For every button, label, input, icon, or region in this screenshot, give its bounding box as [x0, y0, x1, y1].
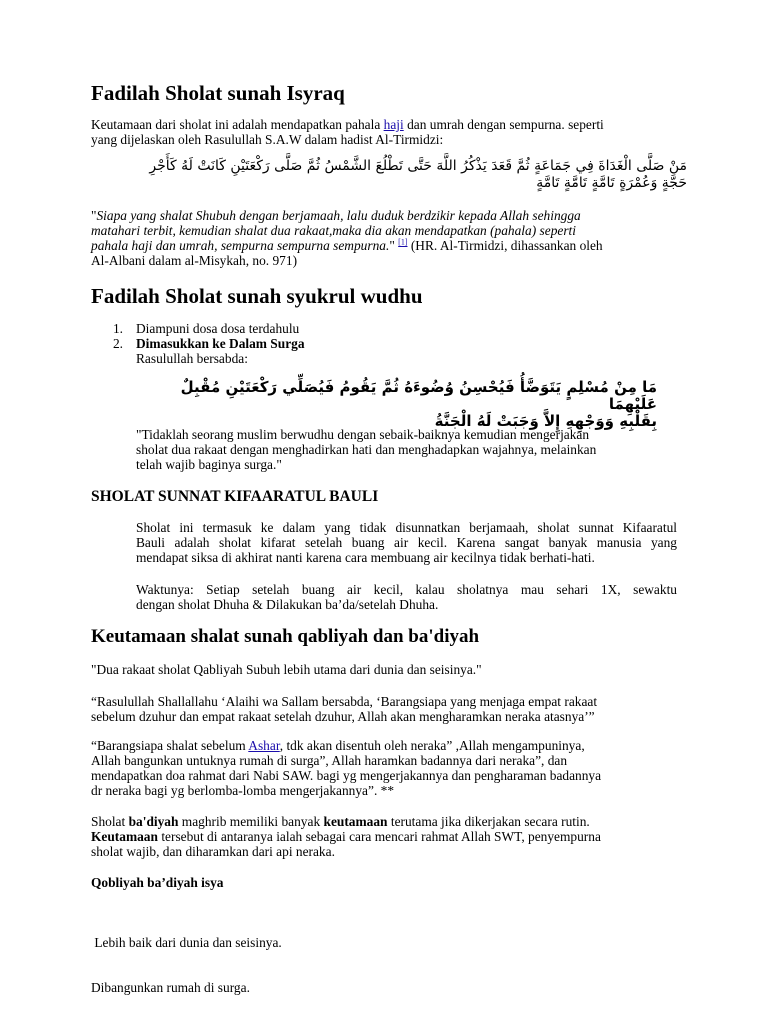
arabic-hadith-isyraq: [91, 158, 687, 192]
text-line: [91, 208, 691, 223]
text-line: sebelum dzuhur dan empat rakaat setelah dzuhur, Allah akan mengharamkan neraka atasnya’”: [91, 709, 595, 724]
list-item: [91, 336, 691, 351]
text-line: mendapat siksa di akhirat nanti karena cara membuang air kecilnya tidak berhati-hati.: [136, 550, 595, 565]
text-line: [91, 223, 691, 238]
text-segment: Keutamaan dari sholat ini adalah mendapatkan pahala: [91, 117, 384, 132]
reference-text: (HR. Al-Tirmidzi, dihassankan oleh: [407, 238, 603, 253]
text-line: yang dijelaskan oleh Rasulullah S.A.W dalam hadist Al-Tirmidzi:: [91, 132, 444, 147]
qabliyah-paragraph-3: [91, 738, 691, 798]
text-line: dr neraka bagi yg berlomba-lomba mengerjakannya”. **: [91, 783, 395, 798]
text-line: telah wajib baginya surga.": [136, 457, 282, 472]
quote-text: matahari terbit, kemudian shalat dua rakaat,maka dia akan mendapatkan (pahala) seperti: [91, 223, 576, 238]
arabic-line: مَا مِنْ مُسْلِمٍ يَتَوَضَّأُ فَيُحْسِنُ وُضُوءَهُ ثُمَّ يَقُومُ فَيُصَلِّي رَكْعَتَيْنِ مُقْبِلٌ عَلَيْهِمَا: [180, 378, 657, 413]
text-line: Waktunya: Setiap setelah buang air kecil, kalau sholatnya mau sehari 1X, sewaktu: [136, 582, 677, 597]
text-segment: Sholat: [91, 814, 129, 829]
list-number: 2.: [112, 336, 123, 351]
text-segment: tersebut di antaranya ialah sebagai cara mencari rahmat Allah SWT, penyempurna: [157, 829, 601, 844]
arabic-hadith-wudhu: [136, 379, 657, 430]
arabic-line: حَجَّةٍ وَعُمْرَةٍ تَامَّةٍ تَامَّةٍ تَامَّةٍ: [536, 175, 687, 191]
bold-term: keutamaan: [323, 814, 388, 829]
text-line: sholat wajib, dan diharamkan dari api neraka.: [91, 844, 335, 859]
text-segment: maghrib memiliki banyak: [178, 814, 324, 829]
qabliyah-paragraph-1: "Dua rakaat sholat Qabliyah Subuh lebih utama dari dunia dan seisinya.": [91, 662, 482, 677]
link-ashar[interactable]: Ashar: [248, 738, 280, 753]
link-haji[interactable]: haji: [383, 117, 404, 132]
benefits-list: [91, 321, 691, 366]
list-item-text: Dimasukkan ke Dalam Surga: [136, 336, 305, 351]
quote-mark: ": [91, 208, 97, 223]
qabliyah-paragraph-2: [91, 694, 691, 724]
text-line: “Rasulullah Shallallahu ‘Alaihi wa Sallam bersabda, ‘Barangsiapa yang menjaga empat rakaat: [91, 694, 598, 709]
text-segment: terutama jika dikerjakan secara rutin.: [387, 814, 590, 829]
text-line: Lebih baik dari dunia dan seisinya.: [91, 935, 282, 950]
arabic-line: مَنْ صَلَّى الْغَدَاةَ فِي جَمَاعَةٍ ثُمَّ قَعَدَ يَذْكُرُ اللَّهَ حَتَّى تَطْلُعَ الشَّمْسُ ثُمَّ صَلَّى رَكْعَتَيْنِ كَانَتْ لَهُ كَأَجْرِ: [149, 158, 687, 174]
section-title-isyraq: Fadilah Sholat sunah Isyraq: [91, 81, 345, 105]
text-line: [91, 814, 691, 829]
section-title-kifaaratul-bauli: SHOLAT SUNNAT KIFAARATUL BAULI: [91, 488, 379, 505]
wudhu-translation-quote: [136, 427, 696, 472]
text-segment: , tdk akan disentuh oleh neraka” ,Allah mengampuninya,: [279, 738, 585, 753]
isyraq-translation-quote: [91, 208, 691, 268]
text-line: [91, 829, 691, 844]
section-title-syukrul-wudhu: Fadilah Sholat sunah syukrul wudhu: [91, 284, 423, 308]
text-line: [91, 117, 691, 132]
quote-text: Siapa yang shalat Shubuh dengan berjamaah, lalu duduk berdzikir kepada Allah sehingga: [96, 208, 581, 223]
text-line: mendapatkan doa rahmat dari Nabi SAW. bagi yg mengerjakannya dan pengharaman badannya: [91, 768, 602, 783]
text-line: [91, 738, 691, 753]
qabliyah-paragraph-4: [91, 814, 691, 859]
text-segment: “Barangsiapa shalat sebelum: [91, 738, 249, 753]
text-line: Allah bangunkan untuknya rumah di surga”, Allah haramkan badannya dari neraka”, dan: [91, 753, 568, 768]
list-subline-text: Rasulullah bersabda:: [136, 351, 248, 366]
text-line: [91, 238, 691, 253]
text-segment: dan umrah dengan sempurna. seperti: [403, 117, 604, 132]
bold-term: ba'diyah: [128, 814, 179, 829]
list-number: 1.: [112, 321, 123, 336]
text-line: dengan sholat Dhuha & Dilakukan ba’da/setelah Dhuha.: [136, 597, 439, 612]
quote-text: pahala haji dan umrah, sempurna sempurna sempurna.: [91, 238, 390, 253]
list-item-text: Diampuni dosa dosa terdahulu: [136, 321, 300, 336]
bold-term: Keutamaan: [91, 829, 158, 844]
kifaaratul-paragraph-1: [136, 520, 677, 565]
arabic-line: بِقَلْبِهِ وَوَجْهِهِ إِلاَّ وَجَبَتْ لَهُ الْجَنَّةُ: [434, 412, 657, 430]
subheading-qobliyah-isya: Qobliyah ba’diyah isya: [91, 875, 224, 890]
text-line: Sholat ini termasuk ke dalam yang tidak disunnatkan berjamaah, sholat sunnat Kifaaratul: [136, 520, 677, 535]
text-line: Al-Albani dalam al-Misykah, no. 971): [91, 253, 298, 268]
quote-mark: ": [389, 238, 399, 253]
kifaaratul-paragraph-2: [136, 582, 677, 612]
text-line: Dibangunkan rumah di surga.: [91, 980, 250, 995]
text-line: sholat dua rakaat dengan menghadirkan hati dan menghadapkan wajahnya, melainkan: [136, 442, 597, 457]
isyraq-intro-paragraph: [91, 117, 691, 147]
list-subline: [91, 351, 691, 366]
qobliyah-isya-paragraph: [91, 905, 691, 1025]
text-line: Bauli adalah sholat kifarat setelah buang air kecil. Karena sangat banyak manusia yang: [136, 535, 677, 550]
list-item: [91, 321, 691, 336]
footnote-link[interactable]: [1]: [398, 237, 408, 247]
text-line: "Tidaklah seorang muslim berwudhu dengan sebaik-baiknya kemudian mengerjakan: [136, 427, 590, 442]
section-title-qabliyah-badiyah: Keutamaan shalat sunah qabliyah dan ba'diyah: [91, 626, 480, 647]
